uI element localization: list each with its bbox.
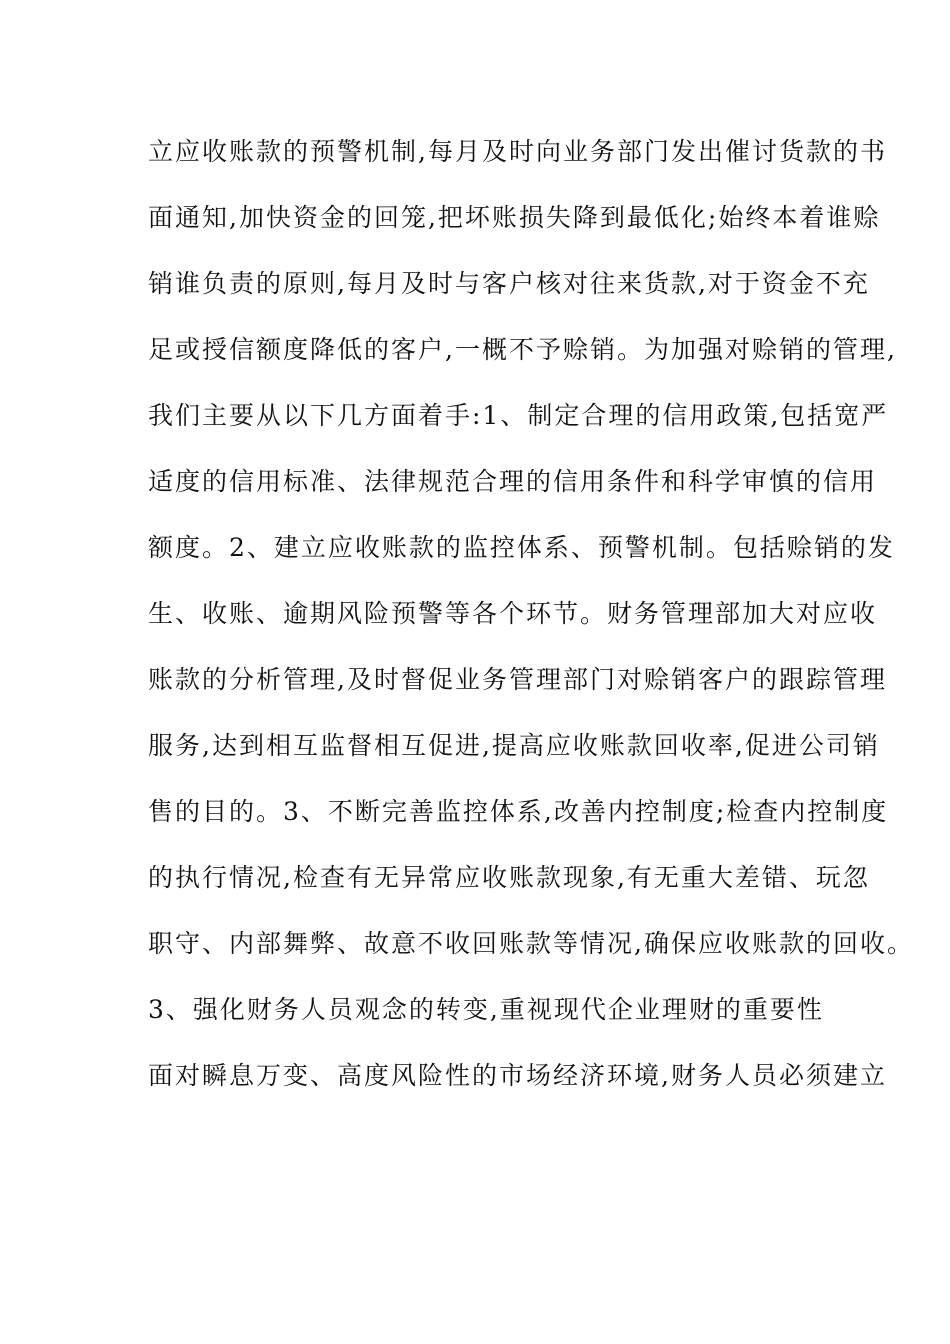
text-line: 职守、内部舞弊、故意不收回账款等情况,确保应收账款的回收。 xyxy=(148,929,914,958)
text-line: 面对瞬息万变、高度风险性的市场经济环境,财务人员必须建立 xyxy=(148,1061,887,1090)
text-line: 我们主要从以下几方面着手:1、制定合理的信用政策,包括宽严 xyxy=(148,401,889,430)
text-line: 立应收账款的预警机制,每月及时向业务部门发出催讨货款的书 xyxy=(148,137,887,166)
document-body xyxy=(148,130,914,1120)
text-line: 适度的信用标准、法律规范合理的信用条件和科学审慎的信用 xyxy=(148,467,878,496)
text-line: 销谁负责的原则,每月及时与客户核对往来货款,对于资金不充 xyxy=(148,269,870,298)
text-line: 面通知,加快资金的回笼,把坏账损失降到最低化;始终本着谁赊 xyxy=(148,203,881,232)
section-heading: 3、强化财务人员观念的转变,重视现代企业理财的重要性 xyxy=(148,995,824,1024)
text-line: 售的目的。3、不断完善监控体系,改善内控制度;检查内控制度 xyxy=(148,797,889,826)
text-line: 生、收账、逾期风险预警等各个环节。财务管理部加大对应收 xyxy=(148,599,878,628)
text-line: 服务,达到相互监督相互促进,提高应收账款回收率,促进公司销 xyxy=(148,731,880,760)
text-line: 的执行情况,检查有无异常应收账款现象,有无重大差错、玩忽 xyxy=(148,863,870,892)
text-line: 账款的分析管理,及时督促业务管理部门对赊销客户的跟踪管理 xyxy=(148,665,887,694)
text-line: 足或授信额度降低的客户,一概不予赊销。为加强对赊销的管理, xyxy=(148,335,897,364)
text-line: 额度。2、建立应收账款的监控体系、预警机制。包括赊销的发 xyxy=(148,533,895,562)
